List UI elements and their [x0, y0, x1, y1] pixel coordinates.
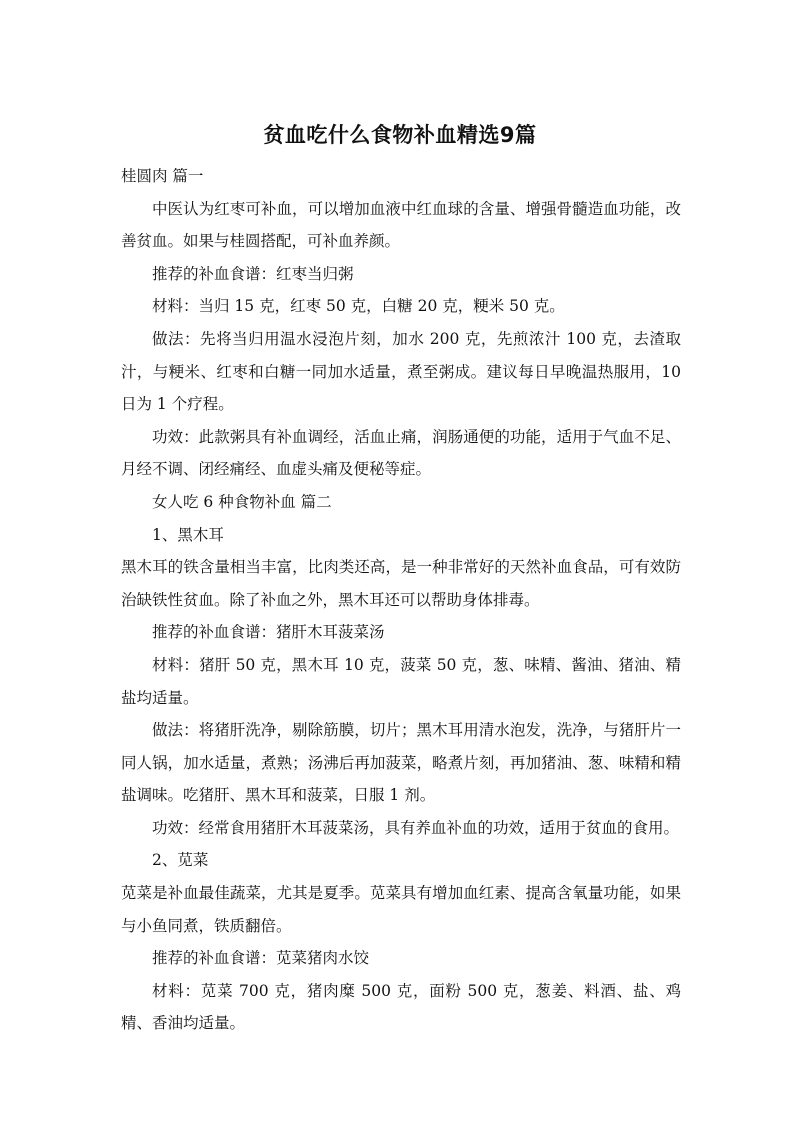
paragraph: 苋菜是补血最佳蔬菜，尤其是夏季。苋菜具有增加血红素、提高含氧量功能，如果与小鱼同煮，铁质翻倍。 — [121, 884, 681, 935]
paragraph: 做法：将猪肝洗净，剔除筋膜，切片；黑木耳用清水泡发，洗净，与猪肝片一同人锅，加水适量，煮熟；汤沸后再加菠菜，略煮片刻，再加猪油、葱、味精和精盐调味。吃猪肝、黑木耳和菠菜，日服 1 剂。 — [121, 721, 681, 805]
paragraph: 功效：此款粥具有补血调经，活血止痛，润肠通便的功能，适用于气血不足、月经不调、闭经痛经、血虚头痛及便秘等症。 — [121, 427, 681, 479]
paragraph: 材料：苋菜 700 克，猪肉糜 500 克，面粉 500 克，葱姜、料酒、盐、鸡精、香油均适量。 — [121, 981, 681, 1033]
paragraph: 功效：经常食用猪肝木耳菠菜汤，具有养血补血的功效，适用于贫血的食用。 — [152, 818, 680, 837]
paragraph: 推荐的补血食谱：红枣当归粥 — [152, 264, 354, 283]
paragraph: 中医认为红枣可补血，可以增加血液中红血球的含量、增强骨髓造血功能，改善贫血。如果与桂圆搭配，可补血养颜。 — [121, 199, 681, 251]
paragraph: 推荐的补血食谱：猪肝木耳菠菜汤 — [152, 623, 385, 642]
paragraph: 做法：先将当归用温水浸泡片刻，加水 200 克，先煎浓汁 100 克，去渣取汁，与粳米、红枣和白糖一同加水适量，煮至粥成。建议每日早晚温热服用，10 日为 1 个疗程。 — [121, 329, 681, 414]
paragraph: 桂圆肉 篇一 — [121, 167, 204, 185]
paragraph: 女人吃 6 种食物补血 篇二 — [152, 492, 332, 511]
paragraph: 推荐的补血食谱：苋菜猪肉水饺 — [152, 949, 370, 968]
paragraph: 材料：猪肝 50 克，黑木耳 10 克，菠菜 50 克，葱、味精、酱油、猪油、精盐均适量。 — [121, 655, 681, 707]
paragraph: 1、黑木耳 — [152, 525, 224, 544]
paragraph: 黑木耳的铁含量相当丰富，比肉类还高，是一种非常好的天然补血食品，可有效防治缺铁性贫血。除了补血之外，黑木耳还可以帮助身体排毒。 — [121, 558, 681, 609]
document-title: 贫血吃什么食物补血精选9篇 — [263, 123, 537, 147]
paragraph: 材料：当归 15 克，红枣 50 克，白糖 20 克，粳米 50 克。 — [152, 297, 565, 316]
paragraph: 2、苋菜 — [152, 851, 209, 870]
document-body — [121, 160, 681, 1040]
